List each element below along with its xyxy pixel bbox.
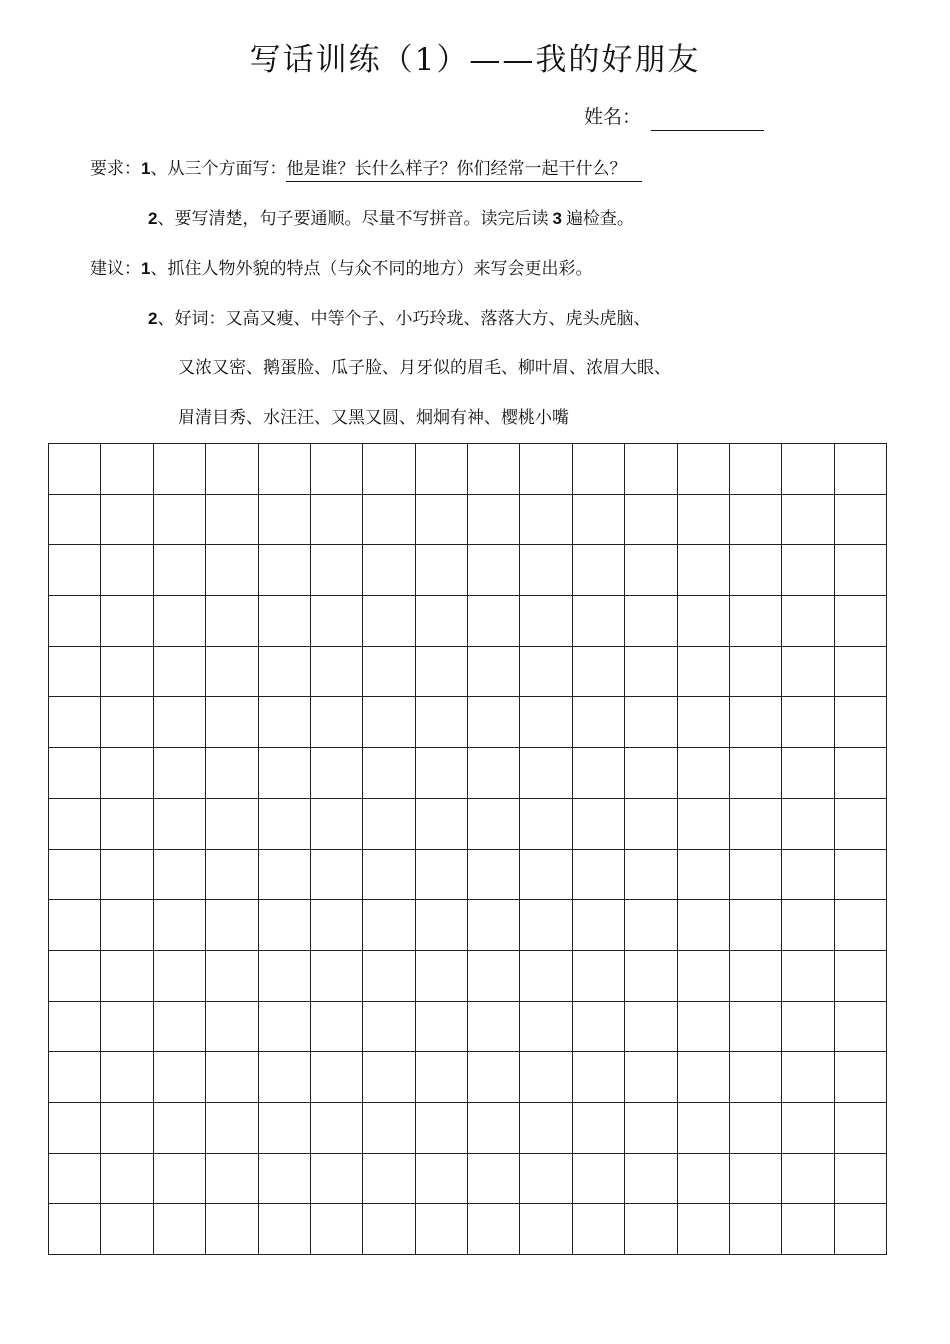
suggestion-1-number: 1: [141, 259, 151, 278]
grid-cell[interactable]: [678, 647, 730, 698]
grid-cell[interactable]: [363, 444, 415, 495]
grid-cell[interactable]: [678, 951, 730, 1002]
grid-cell[interactable]: [730, 444, 782, 495]
grid-cell[interactable]: [678, 1154, 730, 1205]
grid-cell[interactable]: [311, 900, 363, 951]
grid-cell[interactable]: [311, 444, 363, 495]
grid-cell[interactable]: [625, 1154, 677, 1205]
grid-cell[interactable]: [835, 900, 887, 951]
grid-cell[interactable]: [154, 596, 206, 647]
grid-cell[interactable]: [311, 748, 363, 799]
grid-cell[interactable]: [416, 1204, 468, 1255]
grid-cell[interactable]: [49, 951, 101, 1002]
grid-cell[interactable]: [835, 1204, 887, 1255]
grid-cell[interactable]: [678, 495, 730, 546]
grid-cell[interactable]: [416, 951, 468, 1002]
grid-cell[interactable]: [835, 495, 887, 546]
grid-cell[interactable]: [416, 647, 468, 698]
grid-cell[interactable]: [101, 850, 153, 901]
grid-cell[interactable]: [520, 495, 572, 546]
grid-cell[interactable]: [730, 799, 782, 850]
suggestions-label: 建议：: [90, 259, 141, 279]
grid-cell[interactable]: [835, 748, 887, 799]
grid-cell[interactable]: [49, 545, 101, 596]
grid-cell[interactable]: [206, 748, 258, 799]
suggestion-1-text: 、抓住人物外貌的特点（与众不同的地方）来写会更出彩。: [150, 259, 593, 279]
grid-cell[interactable]: [206, 900, 258, 951]
grid-cell[interactable]: [625, 900, 677, 951]
grid-cell[interactable]: [625, 444, 677, 495]
grid-cell[interactable]: [49, 799, 101, 850]
grid-cell[interactable]: [468, 545, 520, 596]
grid-cell[interactable]: [363, 951, 415, 1002]
grid-cell[interactable]: [520, 647, 572, 698]
grid-cell[interactable]: [835, 1154, 887, 1205]
grid-cell[interactable]: [311, 697, 363, 748]
grid-cell[interactable]: [101, 545, 153, 596]
grid-cell[interactable]: [311, 596, 363, 647]
grid-cell[interactable]: [625, 748, 677, 799]
grid-cell[interactable]: [520, 799, 572, 850]
grid-cell[interactable]: [416, 1002, 468, 1053]
grid-cell[interactable]: [573, 697, 625, 748]
grid-cell[interactable]: [730, 748, 782, 799]
grid-cell[interactable]: [206, 850, 258, 901]
grid-cell[interactable]: [206, 1002, 258, 1053]
grid-cell[interactable]: [468, 495, 520, 546]
grid-cell[interactable]: [782, 545, 834, 596]
grid-cell[interactable]: [625, 1002, 677, 1053]
grid-cell[interactable]: [206, 1052, 258, 1103]
grid-cell[interactable]: [782, 1002, 834, 1053]
grid-cell[interactable]: [259, 799, 311, 850]
grid-cell[interactable]: [468, 799, 520, 850]
grid-cell[interactable]: [363, 647, 415, 698]
grid-cell[interactable]: [835, 444, 887, 495]
grid-cell[interactable]: [206, 495, 258, 546]
grid-cell[interactable]: [101, 900, 153, 951]
grid-cell[interactable]: [259, 850, 311, 901]
grid-cell[interactable]: [468, 647, 520, 698]
grid-cell[interactable]: [835, 647, 887, 698]
grid-cell[interactable]: [49, 1002, 101, 1053]
grid-cell[interactable]: [730, 647, 782, 698]
grid-cell[interactable]: [101, 1052, 153, 1103]
grid-cell[interactable]: [625, 1052, 677, 1103]
grid-cell[interactable]: [154, 1204, 206, 1255]
requirement-1-number: 1: [141, 159, 151, 178]
grid-cell[interactable]: [573, 900, 625, 951]
grid-cell[interactable]: [520, 900, 572, 951]
grid-cell[interactable]: [363, 596, 415, 647]
grid-cell[interactable]: [730, 697, 782, 748]
grid-cell[interactable]: [416, 1052, 468, 1103]
grid-cell[interactable]: [311, 495, 363, 546]
grid-cell[interactable]: [49, 1052, 101, 1103]
grid-cell[interactable]: [363, 1154, 415, 1205]
grid-cell[interactable]: [154, 748, 206, 799]
grid-cell[interactable]: [363, 545, 415, 596]
requirement-2-number: 2: [148, 209, 158, 228]
grid-cell[interactable]: [678, 1204, 730, 1255]
grid-cell[interactable]: [363, 799, 415, 850]
grid-cell[interactable]: [730, 596, 782, 647]
grid-cell[interactable]: [154, 951, 206, 1002]
grid-cell[interactable]: [101, 1204, 153, 1255]
grid-cell[interactable]: [154, 697, 206, 748]
requirements-label: 要求：: [90, 159, 141, 179]
grid-cell[interactable]: [259, 596, 311, 647]
grid-cell[interactable]: [49, 495, 101, 546]
grid-cell[interactable]: [678, 748, 730, 799]
grid-cell[interactable]: [101, 1002, 153, 1053]
grid-cell[interactable]: [311, 850, 363, 901]
grid-cell[interactable]: [49, 900, 101, 951]
grid-cell[interactable]: [416, 697, 468, 748]
grid-cell[interactable]: [730, 495, 782, 546]
grid-cell[interactable]: [625, 1103, 677, 1154]
grid-cell[interactable]: [206, 951, 258, 1002]
grid-cell[interactable]: [573, 799, 625, 850]
grid-cell[interactable]: [782, 900, 834, 951]
grid-cell[interactable]: [782, 1103, 834, 1154]
grid-cell[interactable]: [730, 850, 782, 901]
grid-cell[interactable]: [625, 1204, 677, 1255]
grid-cell[interactable]: [363, 697, 415, 748]
grid-cell[interactable]: [259, 748, 311, 799]
grid-cell[interactable]: [520, 596, 572, 647]
grid-cell[interactable]: [363, 495, 415, 546]
grid-cell[interactable]: [835, 850, 887, 901]
grid-cell[interactable]: [49, 1103, 101, 1154]
grid-cell[interactable]: [730, 545, 782, 596]
grid-cell[interactable]: [468, 1052, 520, 1103]
grid-cell[interactable]: [416, 596, 468, 647]
grid-cell[interactable]: [259, 951, 311, 1002]
grid-cell[interactable]: [573, 850, 625, 901]
grid-cell[interactable]: [206, 1103, 258, 1154]
grid-cell[interactable]: [573, 545, 625, 596]
grid-cell[interactable]: [101, 495, 153, 546]
grid-cell[interactable]: [363, 900, 415, 951]
grid-cell[interactable]: [206, 697, 258, 748]
grid-cell[interactable]: [311, 545, 363, 596]
grid-cell[interactable]: [782, 647, 834, 698]
grid-cell[interactable]: [206, 799, 258, 850]
grid-cell[interactable]: [520, 1204, 572, 1255]
grid-cell[interactable]: [782, 444, 834, 495]
grid-cell[interactable]: [416, 1154, 468, 1205]
grid-cell[interactable]: [259, 495, 311, 546]
grid-cell[interactable]: [468, 1154, 520, 1205]
grid-cell[interactable]: [730, 1052, 782, 1103]
grid-cell[interactable]: [835, 596, 887, 647]
grid-cell[interactable]: [101, 799, 153, 850]
grid-cell[interactable]: [416, 1103, 468, 1154]
grid-cell[interactable]: [678, 1052, 730, 1103]
grid-cell[interactable]: [625, 495, 677, 546]
grid-cell[interactable]: [49, 1154, 101, 1205]
grid-cell[interactable]: [154, 1103, 206, 1154]
grid-cell[interactable]: [835, 951, 887, 1002]
grid-cell[interactable]: [782, 850, 834, 901]
grid-cell[interactable]: [259, 1204, 311, 1255]
grid-cell[interactable]: [520, 850, 572, 901]
page-title: 写话训练（1）——我的好朋友: [249, 42, 701, 78]
grid-cell[interactable]: [625, 596, 677, 647]
grid-cell[interactable]: [468, 1002, 520, 1053]
grid-cell[interactable]: [363, 850, 415, 901]
grid-cell[interactable]: [101, 748, 153, 799]
grid-cell[interactable]: [730, 951, 782, 1002]
grid-cell[interactable]: [835, 1002, 887, 1053]
grid-cell[interactable]: [416, 799, 468, 850]
grid-cell[interactable]: [625, 850, 677, 901]
requirement-2-text-b: 遍检查。: [565, 209, 634, 229]
grid-cell[interactable]: [363, 1052, 415, 1103]
grid-cell[interactable]: [782, 951, 834, 1002]
grid-cell[interactable]: [678, 850, 730, 901]
grid-cell[interactable]: [468, 697, 520, 748]
grid-cell[interactable]: [416, 850, 468, 901]
grid-cell[interactable]: [520, 748, 572, 799]
grid-cell[interactable]: [49, 444, 101, 495]
grid-cell[interactable]: [835, 697, 887, 748]
grid-cell[interactable]: [311, 1052, 363, 1103]
grid-cell[interactable]: [678, 900, 730, 951]
grid-cell[interactable]: [835, 799, 887, 850]
grid-cell[interactable]: [573, 647, 625, 698]
grid-cell[interactable]: [206, 596, 258, 647]
suggestion-line-2: [148, 310, 650, 328]
grid-cell[interactable]: [154, 1154, 206, 1205]
grid-cell[interactable]: [363, 1103, 415, 1154]
grid-cell[interactable]: [363, 1204, 415, 1255]
grid-cell[interactable]: [625, 697, 677, 748]
grid-cell[interactable]: [206, 647, 258, 698]
grid-cell[interactable]: [101, 951, 153, 1002]
grid-cell[interactable]: [520, 697, 572, 748]
suggestion-words-line-3: 眉清目秀、水汪汪、又黑又圆、炯炯有神、樱桃小嘴: [178, 408, 569, 428]
grid-cell[interactable]: [259, 545, 311, 596]
grid-cell[interactable]: [259, 900, 311, 951]
grid-cell[interactable]: [573, 748, 625, 799]
grid-cell[interactable]: [468, 596, 520, 647]
grid-cell[interactable]: [311, 951, 363, 1002]
grid-cell[interactable]: [49, 697, 101, 748]
grid-cell[interactable]: [416, 444, 468, 495]
grid-cell[interactable]: [730, 1103, 782, 1154]
grid-cell[interactable]: [625, 545, 677, 596]
grid-cell[interactable]: [730, 1154, 782, 1205]
grid-cell[interactable]: [520, 545, 572, 596]
grid-cell[interactable]: [468, 951, 520, 1002]
grid-cell[interactable]: [782, 799, 834, 850]
grid-cell[interactable]: [625, 799, 677, 850]
grid-cell[interactable]: [206, 545, 258, 596]
grid-cell[interactable]: [782, 748, 834, 799]
grid-cell[interactable]: [782, 697, 834, 748]
grid-cell[interactable]: [101, 444, 153, 495]
grid-cell[interactable]: [678, 1103, 730, 1154]
suggestion-2-words-line-1: 、好词：又高又瘦、中等个子、小巧玲珑、落落大方、虎头虎脑、: [157, 309, 651, 329]
grid-cell[interactable]: [468, 748, 520, 799]
grid-cell[interactable]: [678, 1002, 730, 1053]
grid-cell[interactable]: [573, 444, 625, 495]
grid-cell[interactable]: [259, 1052, 311, 1103]
grid-cell[interactable]: [311, 1103, 363, 1154]
suggestion-2-number: 2: [148, 309, 158, 328]
grid-cell[interactable]: [154, 495, 206, 546]
suggestion-line-1: [90, 260, 592, 278]
grid-cell[interactable]: [311, 647, 363, 698]
requirement-2-inline-number: 3: [552, 209, 562, 228]
grid-cell[interactable]: [468, 900, 520, 951]
grid-cell[interactable]: [311, 1154, 363, 1205]
grid-cell[interactable]: [678, 444, 730, 495]
grid-cell[interactable]: [782, 596, 834, 647]
grid-cell[interactable]: [520, 1002, 572, 1053]
grid-cell[interactable]: [416, 545, 468, 596]
grid-cell[interactable]: [49, 647, 101, 698]
grid-cell[interactable]: [678, 596, 730, 647]
grid-cell[interactable]: [206, 1154, 258, 1205]
grid-cell[interactable]: [573, 1052, 625, 1103]
grid-cell[interactable]: [416, 495, 468, 546]
grid-cell[interactable]: [154, 1002, 206, 1053]
grid-cell[interactable]: [416, 748, 468, 799]
grid-cell[interactable]: [49, 596, 101, 647]
grid-cell[interactable]: [468, 444, 520, 495]
grid-cell[interactable]: [311, 1002, 363, 1053]
grid-cell[interactable]: [154, 900, 206, 951]
grid-cell[interactable]: [678, 799, 730, 850]
grid-cell[interactable]: [573, 1204, 625, 1255]
grid-cell[interactable]: [573, 495, 625, 546]
grid-cell[interactable]: [573, 1002, 625, 1053]
grid-cell[interactable]: [835, 545, 887, 596]
grid-cell[interactable]: [311, 1204, 363, 1255]
grid-cell[interactable]: [573, 951, 625, 1002]
grid-cell[interactable]: [835, 1103, 887, 1154]
requirement-1-questions: 他是谁？长什么样子？你们经常一起干什么？: [286, 161, 642, 182]
grid-cell[interactable]: [468, 850, 520, 901]
grid-cell[interactable]: [835, 1052, 887, 1103]
grid-cell[interactable]: [363, 1002, 415, 1053]
grid-cell[interactable]: [311, 799, 363, 850]
grid-cell[interactable]: [782, 1154, 834, 1205]
grid-cell[interactable]: [259, 444, 311, 495]
grid-cell[interactable]: [468, 1204, 520, 1255]
grid-cell[interactable]: [101, 1154, 153, 1205]
grid-cell[interactable]: [416, 900, 468, 951]
requirement-line-1: [90, 160, 642, 182]
grid-cell[interactable]: [520, 951, 572, 1002]
suggestion-words-line-2: 又浓又密、鹅蛋脸、瓜子脸、月牙似的眉毛、柳叶眉、浓眉大眼、: [178, 358, 671, 378]
grid-cell[interactable]: [101, 596, 153, 647]
grid-cell[interactable]: [154, 850, 206, 901]
requirement-1-text: 、从三个方面写：: [150, 159, 287, 179]
grid-cell[interactable]: [49, 850, 101, 901]
grid-cell[interactable]: [154, 647, 206, 698]
grid-cell[interactable]: [101, 1103, 153, 1154]
grid-cell[interactable]: [363, 748, 415, 799]
grid-cell[interactable]: [101, 697, 153, 748]
name-label: 姓名：: [584, 106, 642, 128]
grid-cell[interactable]: [573, 596, 625, 647]
requirement-2-text-a: 、要写清楚，句子要通顺。尽量不写拼音。读完后读: [157, 209, 549, 229]
writing-grid[interactable]: [48, 443, 887, 1255]
grid-cell[interactable]: [468, 1103, 520, 1154]
grid-cell[interactable]: [678, 545, 730, 596]
grid-cell[interactable]: [259, 1154, 311, 1205]
grid-cell[interactable]: [49, 748, 101, 799]
grid-cell[interactable]: [730, 900, 782, 951]
grid-cell[interactable]: [259, 697, 311, 748]
requirement-line-2: [148, 210, 634, 228]
grid-cell[interactable]: [730, 1002, 782, 1053]
name-blank[interactable]: [651, 130, 764, 131]
grid-cell[interactable]: [520, 1103, 572, 1154]
grid-cell[interactable]: [101, 647, 153, 698]
grid-cell[interactable]: [520, 1052, 572, 1103]
grid-cell[interactable]: [154, 1052, 206, 1103]
grid-cell[interactable]: [206, 444, 258, 495]
grid-cell[interactable]: [782, 1052, 834, 1103]
grid-cell[interactable]: [206, 1204, 258, 1255]
grid-cell[interactable]: [573, 1103, 625, 1154]
grid-cell[interactable]: [730, 1204, 782, 1255]
grid-cell[interactable]: [520, 444, 572, 495]
grid-cell[interactable]: [154, 444, 206, 495]
grid-cell[interactable]: [259, 1002, 311, 1053]
grid-cell[interactable]: [625, 951, 677, 1002]
grid-cell[interactable]: [154, 799, 206, 850]
grid-cell[interactable]: [259, 647, 311, 698]
grid-cell[interactable]: [782, 495, 834, 546]
grid-cell[interactable]: [49, 1204, 101, 1255]
grid-cell[interactable]: [625, 647, 677, 698]
grid-cell[interactable]: [259, 1103, 311, 1154]
grid-cell[interactable]: [678, 697, 730, 748]
grid-cell[interactable]: [782, 1204, 834, 1255]
grid-cell[interactable]: [520, 1154, 572, 1205]
grid-cell[interactable]: [573, 1154, 625, 1205]
grid-cell[interactable]: [154, 545, 206, 596]
